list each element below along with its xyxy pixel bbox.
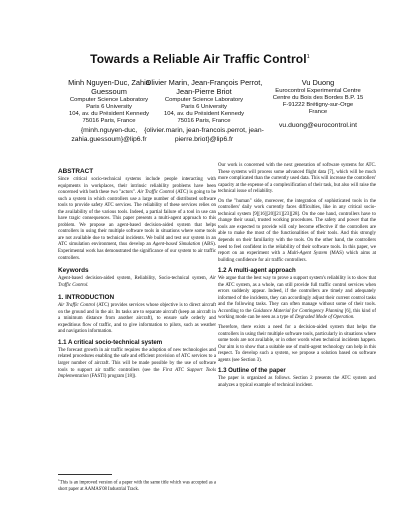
author-block-2 (144, 78, 264, 144)
paper-title (0, 52, 400, 66)
affiliation-line: 75016 Paris, France (177, 118, 231, 125)
affiliation-line: Paris 6 University (86, 104, 132, 111)
title-footnote-mark: 1 (306, 54, 310, 60)
author-email: {minh.nguyen-duc, zahia.guessoum}@lip6.fr (71, 127, 147, 143)
keywords-paragraph: Agent-based decision-aided system, Reliability, Socio-technical system, Air Traffic Control. (58, 276, 216, 288)
section-1-1-heading: 1.1 A critical socio-technical system (58, 338, 163, 346)
section-1-1-paragraph: The forecast growth in air traffic requires the adoption of new technologies and related procedures enabling the safe and efficient provision of ATC services to a larger number of aircraft. This will be made possible by the use of software tools to support air traffic controllers (see the First ATC Support Tools Implementation (FASTI) program [18]). (58, 347, 217, 380)
footnote-rule (58, 474, 112, 475)
keywords-heading: Keywords (58, 267, 89, 275)
author-email: {olivier.marin, jean-francois.perrot, jean-pierre.briot}@lip6.fr (144, 127, 264, 143)
body-paragraph: Our work is concerned with the next generation of software systems for ATC. These systems will process some advanced flight data [7], which will be much more complicated than the currently used data. This will increase the controllers' capacity at the expense of a complexification of their task, but also will raise the technical issue of reliability. (218, 163, 376, 195)
body-paragraph: We argue that the best way to prove a support system's reliability is to show that the ATC system, as a whole, can still provide full traffic control services when errors suddenly appear. Indeed, if the controllers are timely and adequately informed of the incidents, they can accordingly adjust their current control tasks and the following tasks. They can often manage without some of their tools. According to the Guidance Material for Contingency Planning [6], this kind of working mode can be seen as a type of Degraded Mode of Operation. (218, 276, 376, 321)
affiliation-line: F-91222 Brétigny-sur-Orge (282, 102, 354, 109)
body-paragraph: On the "human" side, moreover, the integration of sophisticated tools in the controllers' daily work currently faces difficulties, like in any critical socio-technical system [9][16][20][21][23][28]. On the one hand, controllers have to change their usual, trusted working procedures. The safety and power that the tools are expected to provide will only become effective if the controllers are able to make the most of the functionalities of their tools. And this strongly depends on their familiarity with the tools. On the other hand, the controllers need to feel confident in the reliability of their software tools. In this paper, we report on an experiment with a Multi-Agent System (MAS) which aims at building confidence for air traffic controllers. (218, 198, 377, 263)
introduction-paragraph: Air Traffic Control (ATC) provides services whose objective is to direct aircraft on the ground and in the air. Its tasks are to separate aircraft (keep an aircraft in a minimum distance from another aircraft), to ensure safe orderly and expeditious flow of traffic, and to give information to pilots, such as weather and navigation information. (58, 303, 216, 335)
footnote-text: This is an improved version of a paper with the same title which was accepted as a short paper at AAMAS'08 Industrial Track. (58, 480, 216, 492)
section-1-3-heading: 1.3 Outline of the paper (218, 367, 286, 375)
right-column (218, 163, 376, 392)
affiliation-line: Computer Science Laboratory (69, 97, 149, 103)
author-email: vu.duong@eurocontrol.int (279, 122, 357, 130)
author-names: Olivier Marin, Jean-François Perrot, Jean-Pierre Briot (145, 78, 263, 96)
affiliation-line: 104, av. du Président Kennedy (163, 111, 245, 118)
affiliation-line: Eurocontrol Experimental Centre (275, 88, 361, 94)
affiliation-line: France (308, 109, 328, 116)
left-column (58, 168, 216, 384)
affiliation-line: 75016 Paris, France (82, 118, 136, 125)
title-text: Towards a Reliable Air Traffic Control (90, 52, 307, 66)
abstract-heading: ABSTRACT (58, 168, 94, 175)
author-block-3 (262, 78, 374, 131)
abstract-paragraph: Since critical socio-technical systems include people interacting with equipments in workplaces, their intrinsic reliability problems have been concerned with both these two "actors". Air Traffic Control (ATC) is going to be such a system in which controllers use a large number of distributed software tools to provide safety ATC services. The reliability of these services relies on the availability of the various tools. Indeed, a partial failure of a tool in use can have tragic consequences. This paper presents a multi-agent approach to this problem. We propose an agent-based decision-aided system that helps controllers in using their multiple software tools in situations where some tools are not available due to technical incidents. We build and test our system in an ATC simulation environment, thus develop an Agent-based Simulation (ABS). Experimental work has demonstrated the significance of our system to air traffic controllers. (58, 177, 216, 261)
footnote (58, 477, 216, 493)
footnote-mark: 1 (58, 478, 60, 482)
author-names: Vu Duong (301, 78, 335, 87)
affiliation-line: Centre du Bois des Bordes B.P. 15 (272, 95, 364, 102)
section-1-2-heading: 1.2 A multi-agent approach (218, 267, 296, 275)
body-paragraph: Therefore, there exists a need for a decision-aided system that helps the controllers in using their multiple software tools, particularly in situations where some tools are not available, or in other words when technical incidents happen. Our aim is to show that a suitable use of multi-agent technology can help in this respect. To develop such a system, we propose a solution based on software agents (see Section 3). (218, 325, 376, 363)
introduction-heading: 1. INTRODUCTION (58, 294, 115, 302)
body-paragraph: The paper is organized as follows. Section 2 presents the ATC system and analyzes a typical example of technical incident. (218, 376, 376, 388)
affiliation-line: 104, av. du Président Kennedy (68, 111, 150, 118)
author-names: Minh Nguyen-Duc, Zahia Guessoum (68, 78, 150, 96)
affiliation-line: Paris 6 University (181, 104, 227, 111)
affiliation-line: Computer Science Laboratory (164, 97, 244, 103)
